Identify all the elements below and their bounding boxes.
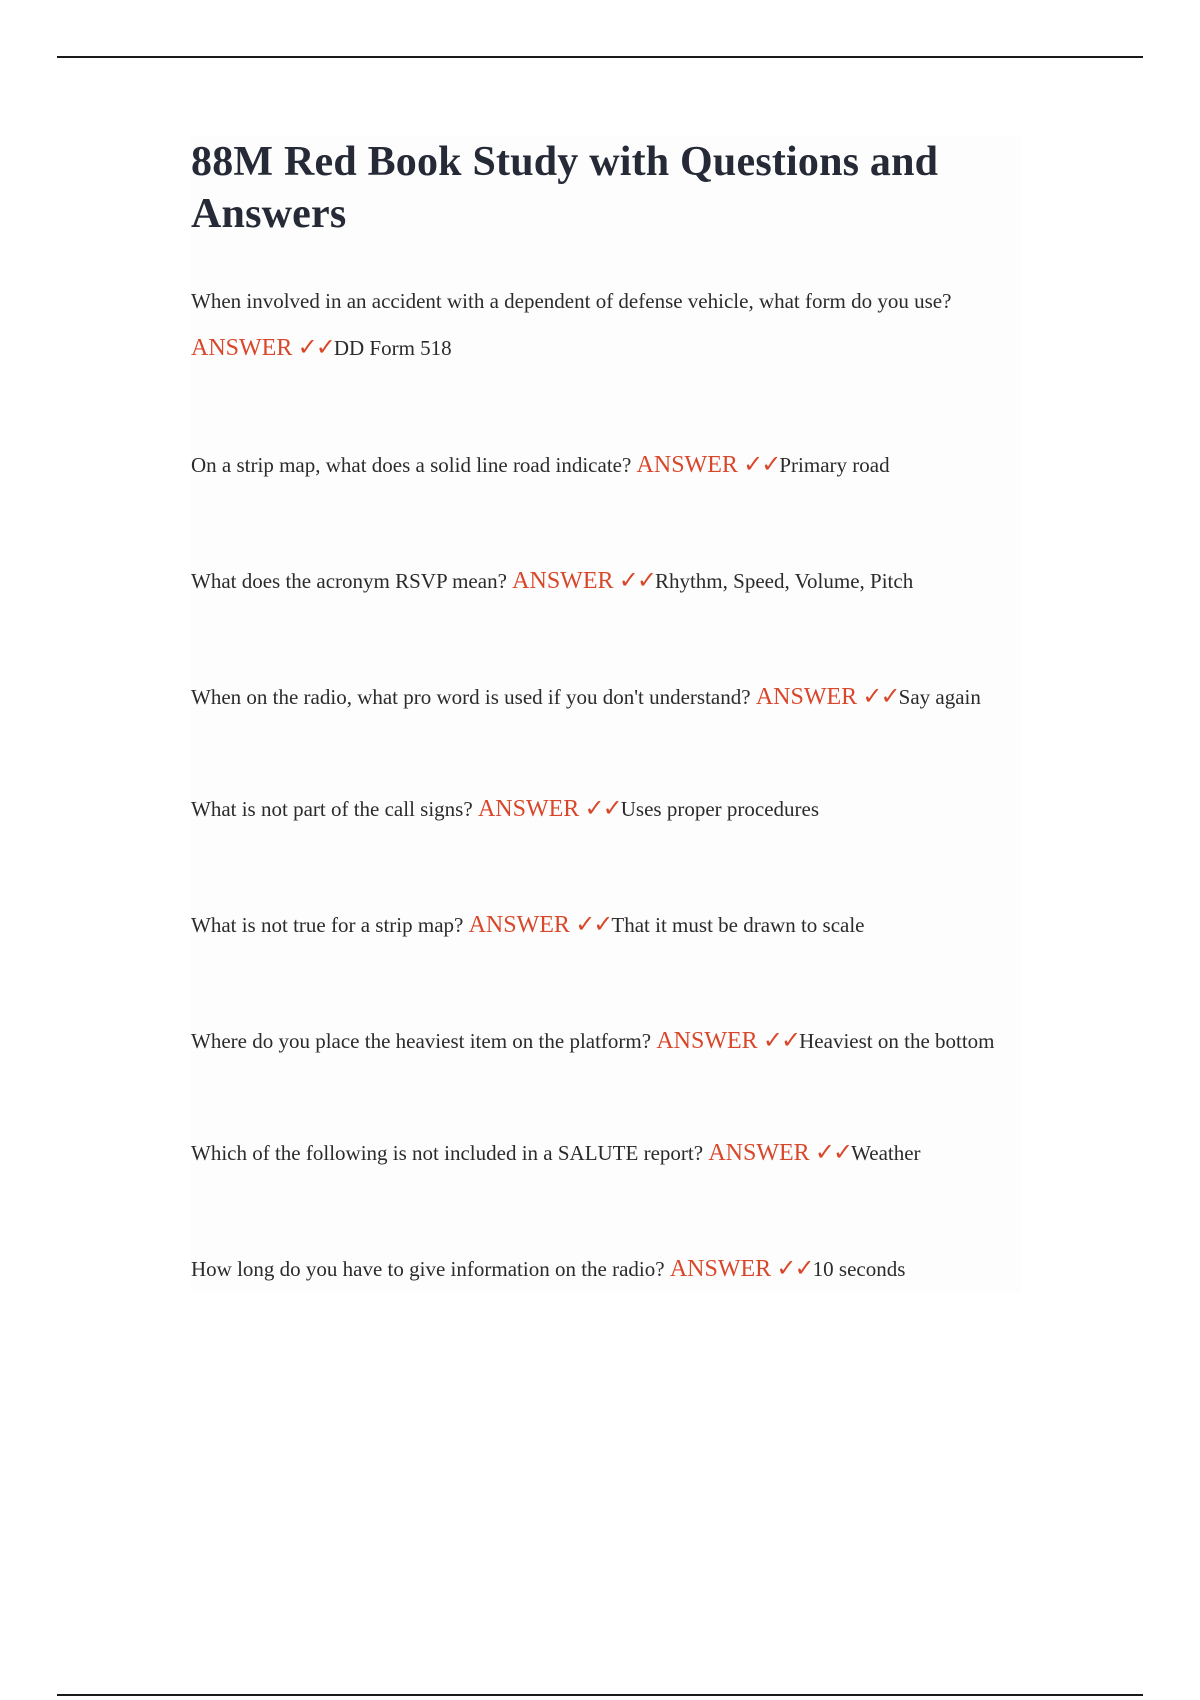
double-check-icon: ✓✓ [814,1138,852,1166]
question-text: Where do you place the heaviest item on the platform? [191,1029,652,1053]
qa-item-9 [191,1245,1021,1292]
question-text: On a strip map, what does a solid line road indicate? [191,453,632,477]
answer-label: ANSWER [636,452,738,478]
answer-label: ANSWER [669,1256,772,1282]
answer-text: DD Form 518 [333,336,452,360]
answer-label: ANSWER [468,912,570,938]
answer-text: That it must be drawn to scale [611,913,865,937]
double-check-icon: ✓✓ [618,566,655,594]
top-rule [57,56,1143,58]
answer-text: 10 seconds [812,1257,906,1281]
answer-label: ANSWER [191,335,293,361]
question-text: What is not true for a strip map? [191,913,464,937]
double-check-icon: ✓✓ [743,450,780,478]
answer-text: Rhythm, Speed, Volume, Pitch [654,569,914,593]
answer-label: ANSWER [477,796,580,822]
answer-label: ANSWER [708,1140,810,1166]
answer-text: Weather [851,1141,921,1165]
qa-item-2 [191,441,1021,488]
qa-item-7 [191,1017,1021,1064]
qa-list [191,278,1021,1292]
double-check-icon: ✓✓ [862,682,899,710]
question-text: What is not part of the call signs? [191,797,473,821]
question-text: How long do you have to give information on the radio? [191,1257,665,1281]
qa-item-8 [191,1129,1021,1176]
question-text: When on the radio, what pro word is used if you don't understand? [191,685,751,709]
double-check-icon: ✓✓ [762,1026,800,1054]
double-check-icon: ✓✓ [584,794,621,822]
question-text: When involved in an accident with a dependent of defense vehicle, what form do you use? [191,289,952,313]
answer-label: ANSWER [656,1028,758,1054]
double-check-icon: ✓✓ [297,333,334,361]
answer-text: Primary road [779,453,890,477]
answer-text: Uses proper procedures [620,797,820,821]
answer-text: Heaviest on the bottom [799,1029,995,1053]
answer-text: Say again [898,685,981,709]
qa-item-5 [191,785,1021,832]
bottom-rule [57,1694,1143,1696]
double-check-icon: ✓✓ [776,1254,813,1282]
double-check-icon: ✓✓ [575,910,612,938]
qa-item-6 [191,901,1021,948]
document-title: 88M Red Book Study with Questions and Answers [191,139,939,237]
answer-label: ANSWER [512,568,614,594]
qa-item-3 [191,557,1021,604]
document-content [191,136,1021,1292]
qa-item-1 [191,278,1021,371]
question-text: Which of the following is not included in a SALUTE report? [191,1141,704,1165]
question-text: What does the acronym RSVP mean? [191,569,507,593]
qa-item-4 [191,673,1021,720]
answer-label: ANSWER [755,684,858,710]
